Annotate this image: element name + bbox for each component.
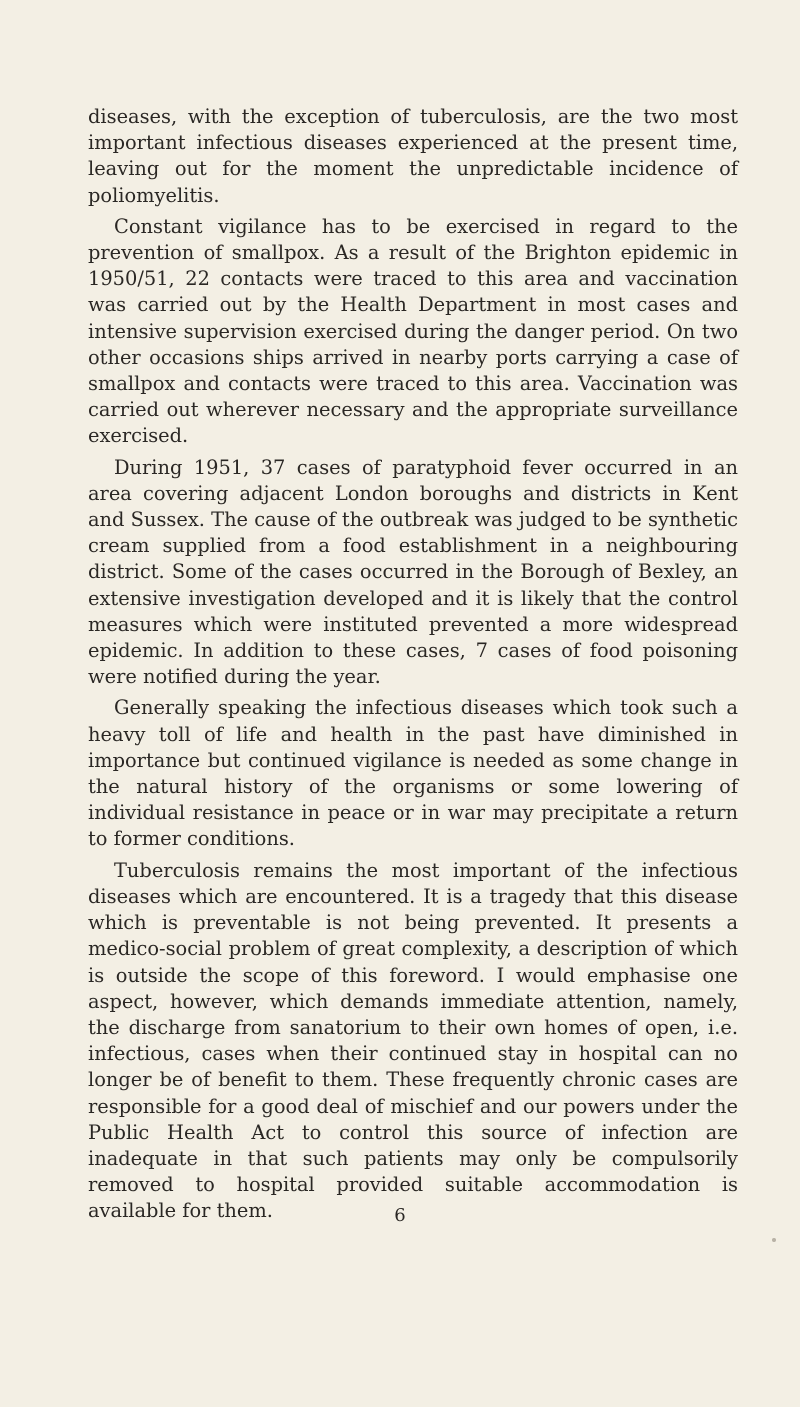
margin-speck	[772, 1238, 776, 1242]
page-number: 6	[394, 1205, 406, 1226]
document-body	[88, 104, 738, 1230]
paragraph-tuberculosis: Tuberculosis remains the most important of the infectious diseases which are encountered. It is a tragedy that this disease which is preventable is not being prevented. It presents a medico-social problem of great complexity, a description of which is outside the scope of this foreword. I would emphasise one aspect, however, which demands immediate attention, namely, the discharge from sanatorium to their own homes of open, i.e. infectious, cases when their continued stay in hospital can no longer be of benefit to them. These frequently chronic cases are responsible for a good deal of mischief and our powers under the Public Health Act to control this source of infection are inadequate in that such patients may only be compulsorily removed to hospital provided suitable accommodation is available for them.	[88, 858, 738, 1223]
paragraph-continuation: diseases, with the exception of tuberculosis, are the two most important infectious diseases experienced at the present time, leaving out for the moment the unpredictable incidence of poliomyelitis.	[88, 105, 738, 207]
paragraph-infectious-diseases: Generally speaking the infectious diseases which took such a heavy toll of life and health in the past have diminished in importance but continued vigilance is needed as some change in the natural history of the organisms or some lowering of individual resistance in peace or in war may precipitate a return to former conditions.	[88, 696, 738, 851]
paragraph-paratyphoid: During 1951, 37 cases of paratyphoid fever occurred in an area covering adjacent London boroughs and districts in Kent and Sussex. The cause of the outbreak was judged to be synthetic cream supplied from a food establishment in a neighbouring district. Some of the cases occurred in the Borough of Bexley, an extensive investigation developed and it is likely that the control measures which were instituted prevented a more widespread epidemic. In addition to these cases, 7 cases of food poisoning were notified during the year.	[88, 455, 738, 689]
paragraph-smallpox: Constant vigilance has to be exercised in regard to the prevention of smallpox. As a result of the Brighton epidemic in 1950/51, 22 contacts were traced to this area and vaccination was carried out by the Health Department in most cases and intensive supervision exercised during the danger period. On two other occasions ships arrived in nearby ports carrying a case of smallpox and contacts were traced to this area. Vaccination was carried out wherever necessary and the appropriate surveillance exercised.	[88, 214, 738, 448]
